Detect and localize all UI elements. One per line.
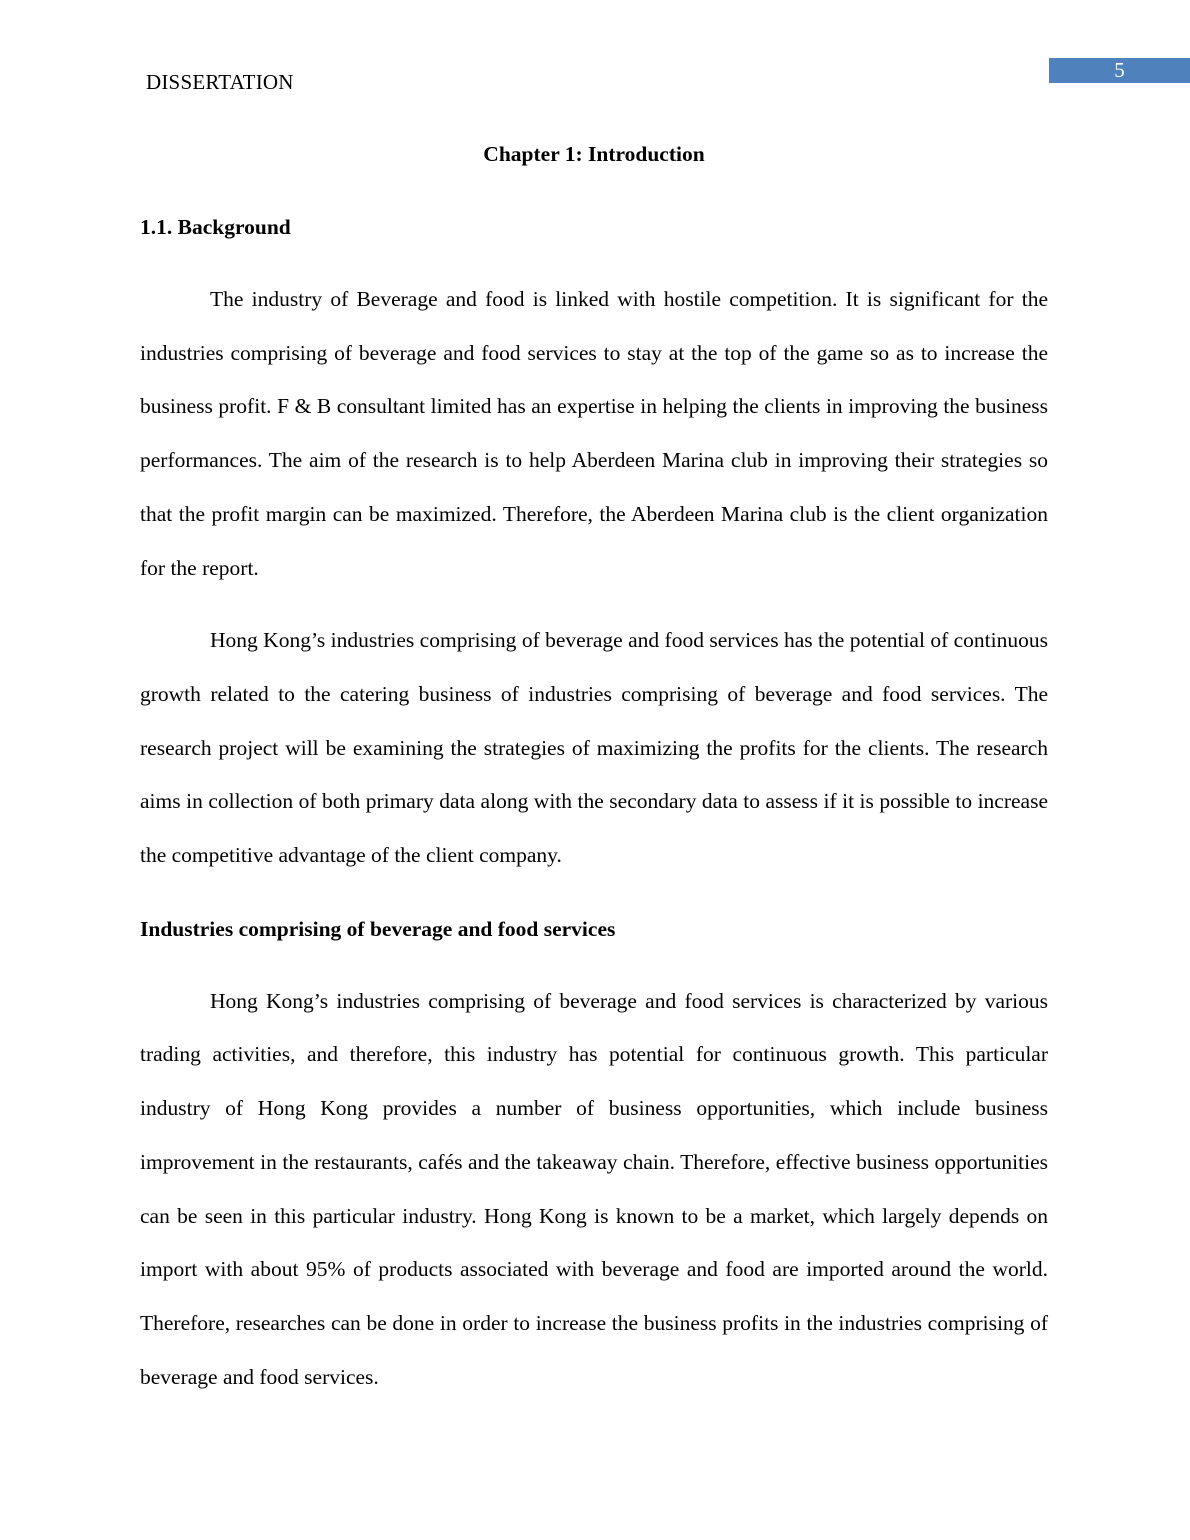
page-number: 5 [1049,58,1190,83]
background-paragraph-2: Hong Kong’s industries comprising of beverage and food services has the potential of continuous growth related to the catering business of industries comprising of beverage and food services. The research project will be examining the strategies of maximizing the profits for the clients. The research aims in collection of both primary data along with the secondary data to assess if it is possible to increase the competitive advantage of the client company. [140,628,1048,868]
running-head: DISSERTATION [146,70,294,94]
chapter-title: Chapter 1: Introduction [483,142,705,166]
section-heading-industries: Industries comprising of beverage and food services [140,916,616,941]
background-paragraph-1: The industry of Beverage and food is linked with hostile competition. It is significant for the industries comprising of beverage and food services to stay at the top of the game so as to increase the business profit. F & B consultant limited has an expertise in helping the clients in improving the business performances. The aim of the research is to help Aberdeen Marina club in improving their strategies so that the profit margin can be maximized. Therefore, the Aberdeen Marina club is the client organization for the report. [140,287,1048,580]
section-heading-background: 1.1. Background [140,215,291,239]
document-body [140,127,1048,1404]
industries-paragraph-1: Hong Kong’s industries comprising of beverage and food services is characterized by various trading activities, and therefore, this industry has potential for continuous growth. This particular industry of Hong Kong provides a number of business opportunities, which include business improvement in the restaurants, cafés and the takeaway chain. Therefore, effective business opportunities can be seen in this particular industry. Hong Kong is known to be a market, which largely depends on import with about 95% of products associated with beverage and food are imported around the world. Therefore, researches can be done in order to increase the business profits in the industries comprising of beverage and food services. [140,988,1048,1389]
